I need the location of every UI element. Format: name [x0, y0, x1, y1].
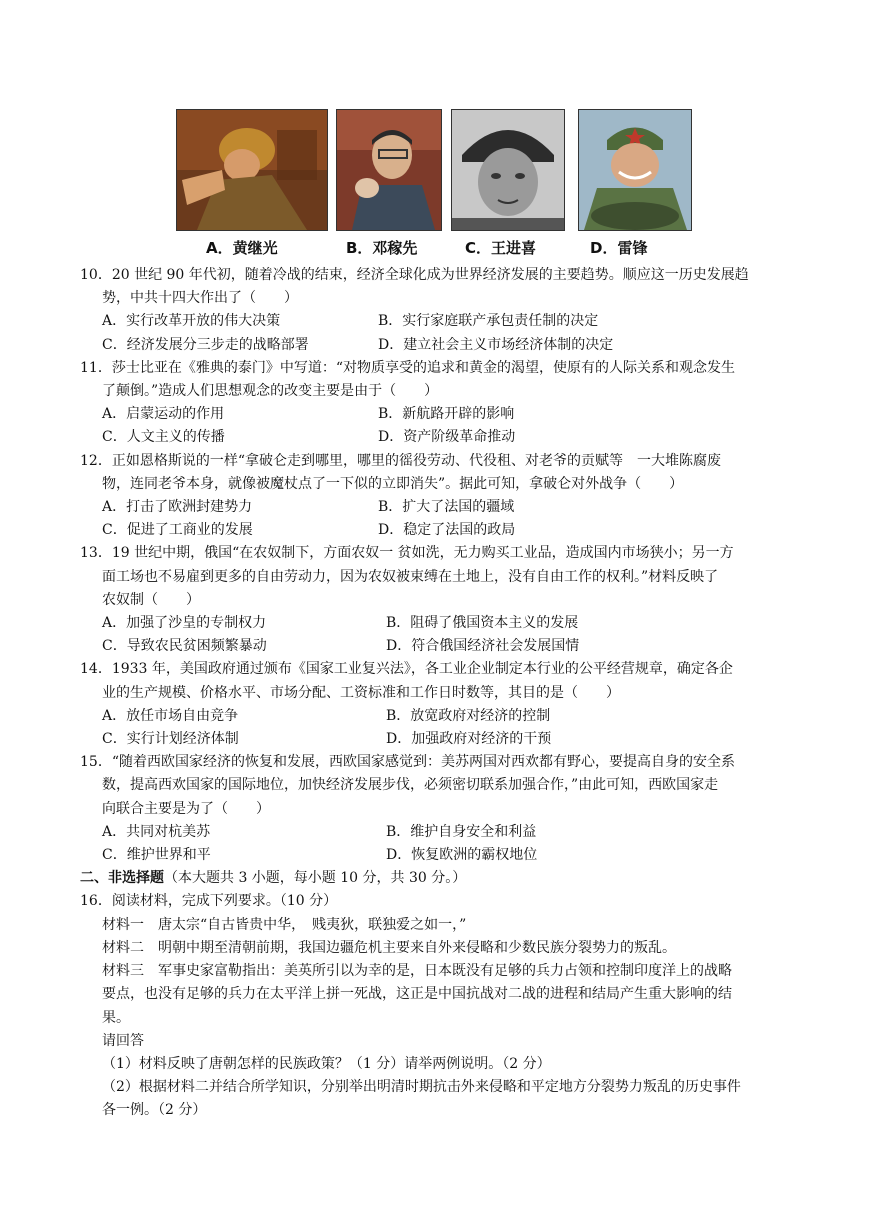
q13-option-c[interactable]: C．导致农民贫困频繁暴动	[102, 638, 267, 655]
q15-stem-3: 向联合主要是为了（ ）	[102, 800, 270, 817]
q16-material-2: 材料二 明朝中期至清朝前期，我国边疆危机主要来自外来侵略和少数民族分裂势力的叛乱。	[102, 939, 676, 956]
q10-option-d[interactable]: D．建立社会主义市场经济体制的决定	[378, 336, 614, 353]
q10-option-a[interactable]: A．实行改革开放的伟大决策	[102, 313, 281, 330]
q16-part-1: （1）材料反映了唐朝怎样的民族政策？（1 分）请举两例说明。（2 分）	[102, 1055, 551, 1072]
photo-b	[336, 109, 442, 231]
photo-d	[578, 109, 692, 231]
q13-option-a[interactable]: A．加强了沙皇的专制权力	[102, 615, 267, 632]
section-2-title: 二、非选择题	[80, 870, 164, 887]
q13-stem-1: 13．19 世纪中期，俄国“在农奴制下，方面农奴一 贫如洗，无力购买工业品，造成国内市场狭小；另一方	[80, 545, 734, 562]
caption-b: B．邓稼先	[346, 239, 418, 257]
q12-stem-2: 物，连同老爷本身，就像被魔杖点了一下似的立即消失”。据此可知，拿破仑对外战争（ ）	[102, 475, 684, 492]
q14-option-a[interactable]: A．放任市场自由竞争	[102, 707, 239, 724]
q14-option-d[interactable]: D．加强政府对经济的干预	[386, 731, 552, 748]
q11-stem-2: 了颠倒。”造成人们思想观念的改变主要是由于（ ）	[102, 383, 439, 400]
q10-stem-1: 10．20 世纪 90 年代初，随着冷战的结束，经济全球化成为世界经济发展的主要趋势。顺应这一历史发展趋	[80, 267, 749, 283]
q16-material-3-line-3: 果。	[102, 1009, 130, 1026]
exam-content	[80, 264, 800, 1123]
q16-part-2-line-1: （2）根据材料二并结合所学知识，分别举出明清时期抗击外来侵略和平定地方分裂势力叛乱的历史事件	[102, 1079, 741, 1096]
q15-stem-1: 15．“随着西欧国家经济的恢复和发展，西欧国家感觉到：美苏两国对西欢都有野心，要提高自身的安全系	[80, 754, 735, 771]
caption-c: C．王进喜	[465, 239, 537, 257]
q13-options-cd	[80, 635, 800, 658]
photo-a	[176, 109, 328, 231]
q11-option-a[interactable]: A．启蒙运动的作用	[102, 406, 225, 423]
q13-option-b[interactable]: B．阻碍了俄国资本主义的发展	[386, 615, 579, 632]
q11-stem-1: 11．莎士比亚在《雅典的泰门》中写道：“对物质享受的追求和黄金的渴望，使原有的人际关系和观念发生	[80, 359, 735, 376]
q12-option-d[interactable]: D．稳定了法国的政局	[378, 522, 516, 539]
q13-option-d[interactable]: D．符合俄国经济社会发展国情	[386, 638, 580, 655]
soldier-photo-image	[579, 110, 691, 230]
q16-ask: 请回答	[102, 1032, 144, 1049]
q12-option-a[interactable]: A．打击了欧洲封建势力	[102, 499, 253, 516]
photo-options	[176, 109, 696, 259]
section-2-note: （本大题共 3 小题，每小题 10 分，共 30 分。）	[164, 870, 467, 887]
q12-option-c[interactable]: C．促进了工商业的发展	[102, 522, 253, 539]
q11-option-d[interactable]: D．资产阶级革命推动	[378, 429, 516, 446]
q11-option-c[interactable]: C．人文主义的传播	[102, 429, 225, 446]
q16-part-2-line-2: 各一例。（2 分）	[102, 1102, 207, 1119]
section-2-heading	[80, 867, 800, 890]
q16-material-3-line-1: 材料三 军事史家富勒指出：美英所引以为幸的是，日本既没有足够的兵力占领和控制印度洋上的战略	[102, 963, 732, 980]
q13-stem-2: 面工场也不易雇到更多的自由劳动力，因为农奴被束缚在土地上，没有自由工作的权利。”材料反映了	[102, 568, 719, 585]
oil-worker-photo-image	[452, 110, 564, 230]
q14-options-cd	[80, 728, 800, 751]
q11-options-cd	[80, 426, 800, 449]
q14-stem-1: 14．1933 年，美国政府通过颁布《国家工业复兴法》，各工业企业制定本行业的公平经营规章，确定各企	[80, 661, 733, 678]
q16-title: 16．阅读材料，完成下列要求。（10 分）	[80, 893, 338, 910]
q11-options-ab	[80, 403, 800, 426]
photo-c	[451, 109, 565, 231]
q13-stem-3: 农奴制（ ）	[102, 591, 200, 608]
q14-option-c[interactable]: C．实行计划经济体制	[102, 731, 239, 748]
q15-options-ab	[80, 821, 800, 844]
q14-options-ab	[80, 705, 800, 728]
soldier-painting-image	[177, 110, 327, 230]
q13-options-ab	[80, 612, 800, 635]
q10-option-c[interactable]: C．经济发展分三步走的战略部署	[102, 336, 309, 353]
scientist-photo-image	[337, 110, 441, 230]
q15-options-cd	[80, 844, 800, 867]
q15-stem-2: 数，提高西欢国家的国际地位，加快经济发展步伐，必须密切联系加强合作，”由此可知，西欧国家走	[102, 777, 719, 794]
q12-stem-1: 12．正如恩格斯说的一样“拿破仑走到哪里，哪里的徭役劳动、代役租、对老爷的贡赋等 一大堆陈腐废	[80, 452, 721, 469]
q16-material-3-line-2: 要点，也没有足够的兵力在太平洋上拼一死战，这正是中国抗战对二战的进程和结局产生重大影响的结	[102, 986, 732, 1003]
q12-option-b[interactable]: B．扩大了法国的疆域	[378, 499, 515, 516]
q10-options-ab	[80, 310, 800, 333]
q12-options-ab	[80, 496, 800, 519]
q11-option-b[interactable]: B．新航路开辟的影响	[378, 406, 515, 423]
q12-options-cd	[80, 519, 800, 542]
q15-option-d[interactable]: D．恢复欧洲的霸权地位	[386, 847, 538, 864]
q14-option-b[interactable]: B．放宽政府对经济的控制	[386, 707, 551, 724]
q15-option-c[interactable]: C．维护世界和平	[102, 847, 211, 864]
q10-options-cd	[80, 334, 800, 357]
q14-stem-2: 业的生产规模、价格水平、市场分配、工资标准和工作日时数等，其目的是（ ）	[102, 684, 620, 701]
q10-option-b[interactable]: B．实行家庭联产承包责任制的决定	[378, 313, 599, 330]
caption-a: A．黄继光	[206, 239, 278, 257]
caption-d: D．雷锋	[590, 239, 648, 257]
q15-option-b[interactable]: B．维护自身安全和利益	[386, 823, 537, 840]
q15-option-a[interactable]: A．共同对杭美苏	[102, 823, 211, 840]
q10-stem-2: 势，中共十四大作出了（ ）	[102, 290, 298, 307]
q16-material-1: 材料一 唐太宗“自古皆贵中华， 贱夷狄，联独爱之如一，”	[102, 916, 467, 933]
